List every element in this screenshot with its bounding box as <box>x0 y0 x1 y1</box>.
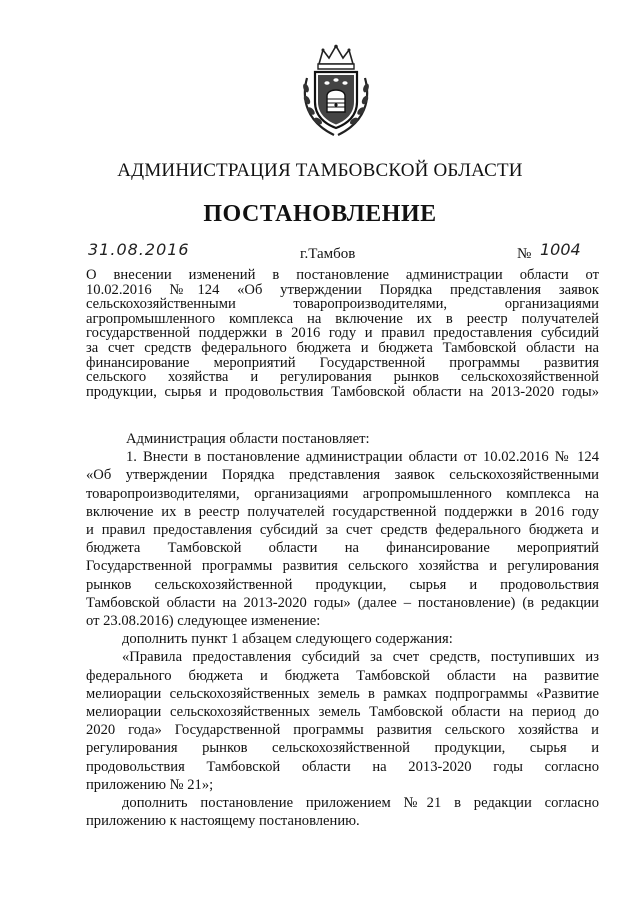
resolution-title <box>86 268 599 399</box>
body-line: и правил предоставления субсидий за счет средств федерального бюджета и <box>86 522 599 539</box>
title-line: государственной поддержки в 2016 году и правил предоставления субсидий <box>86 325 599 342</box>
title-line: финансирование мероприятий Государственной программы развития <box>86 354 599 371</box>
document-number-label: № <box>517 246 532 262</box>
document-number: 1004 <box>540 240 581 259</box>
title-line: продукции, сырья и продовольствия Тамбовской области на 2013-2020 годы» <box>86 383 599 400</box>
coat-of-arms-emblem <box>297 44 375 138</box>
body-line: дополнить постановление приложением №21 в редакции согласно <box>122 795 599 812</box>
document-city: г.Тамбов <box>300 246 356 262</box>
body-line: федерального бюджета и бюджета Тамбовской области на развитие <box>86 667 599 684</box>
body-line: от 23.08.2016) следующее изменение: <box>86 613 321 630</box>
body-line: Тамбовской области на 2013-2020 годы» (далее – постановление) (в редакции <box>86 594 599 611</box>
document-date: 31.08.2016 <box>88 240 190 259</box>
body-line: включение их в реестр получателей государственной поддержки в 2016 году <box>86 503 599 520</box>
body-line: 2020 года» Государственной программы развития сельского хозяйства и <box>86 722 599 739</box>
title-line: сельского хозяйства и регулирования рынков сельскохозяйственной <box>86 369 599 386</box>
title-line: сельскохозяйственными товаропроизводителями, организациями <box>86 296 599 313</box>
body-line: «Об утверждении Порядка представления заявок сельскохозяйственными <box>86 467 599 484</box>
body-line: дополнить пункт 1 абзацем следующего содержания: <box>122 631 453 648</box>
body-line: продовольствия Тамбовской области на 2013-2020 годы согласно <box>86 758 599 775</box>
body-line: бюджета Тамбовской области на финансирование мероприятий <box>86 540 599 557</box>
body-line: товаропроизводителями, организациями агропромышленного комплекса на <box>86 485 599 502</box>
body-line: рынков сельскохозяйственной продукции, сырья и продовольствия <box>86 576 599 593</box>
body-line: мелиорации сельскохозяйственных земель Тамбовской области на период до <box>86 704 599 721</box>
title-line: агропромышленного комплекса на включение их в реестр получателей <box>86 310 599 327</box>
body-line: мелиорации сельскохозяйственных земель в рамках подпрограммы «Развитие <box>86 685 599 702</box>
body-line: Государственной программы развития сельского хозяйства и регулирования <box>86 558 599 575</box>
title-line: О внесении изменений в постановление администрации области от <box>86 267 599 283</box>
body-line: Администрация области постановляет: <box>126 431 370 447</box>
body-line: 1. Внести в постановление администрации области от 10.02.2016 № 124 <box>126 449 599 466</box>
title-line: за счет средств федерального бюджета и бюджета Тамбовской области на <box>86 339 599 356</box>
title-line: 10.02.2016 №124 «Об утверждении Порядка представления заявок <box>86 281 599 298</box>
body-line: регулирования рынков сельскохозяйственной продукции, сырья и <box>86 740 599 757</box>
resolution-body <box>86 430 599 830</box>
document-type-title: ПОСТАНОВЛЕНИЕ <box>203 201 437 227</box>
body-line: приложению к настоящему постановлению. <box>86 813 360 830</box>
body-line: «Правила предоставления субсидий за счет средств, поступивших из <box>122 649 599 666</box>
body-line: приложению № 21»; <box>86 776 214 793</box>
organization-name: АДМИНИСТРАЦИЯ ТАМБОВСКОЙ ОБЛАСТИ <box>117 160 523 181</box>
